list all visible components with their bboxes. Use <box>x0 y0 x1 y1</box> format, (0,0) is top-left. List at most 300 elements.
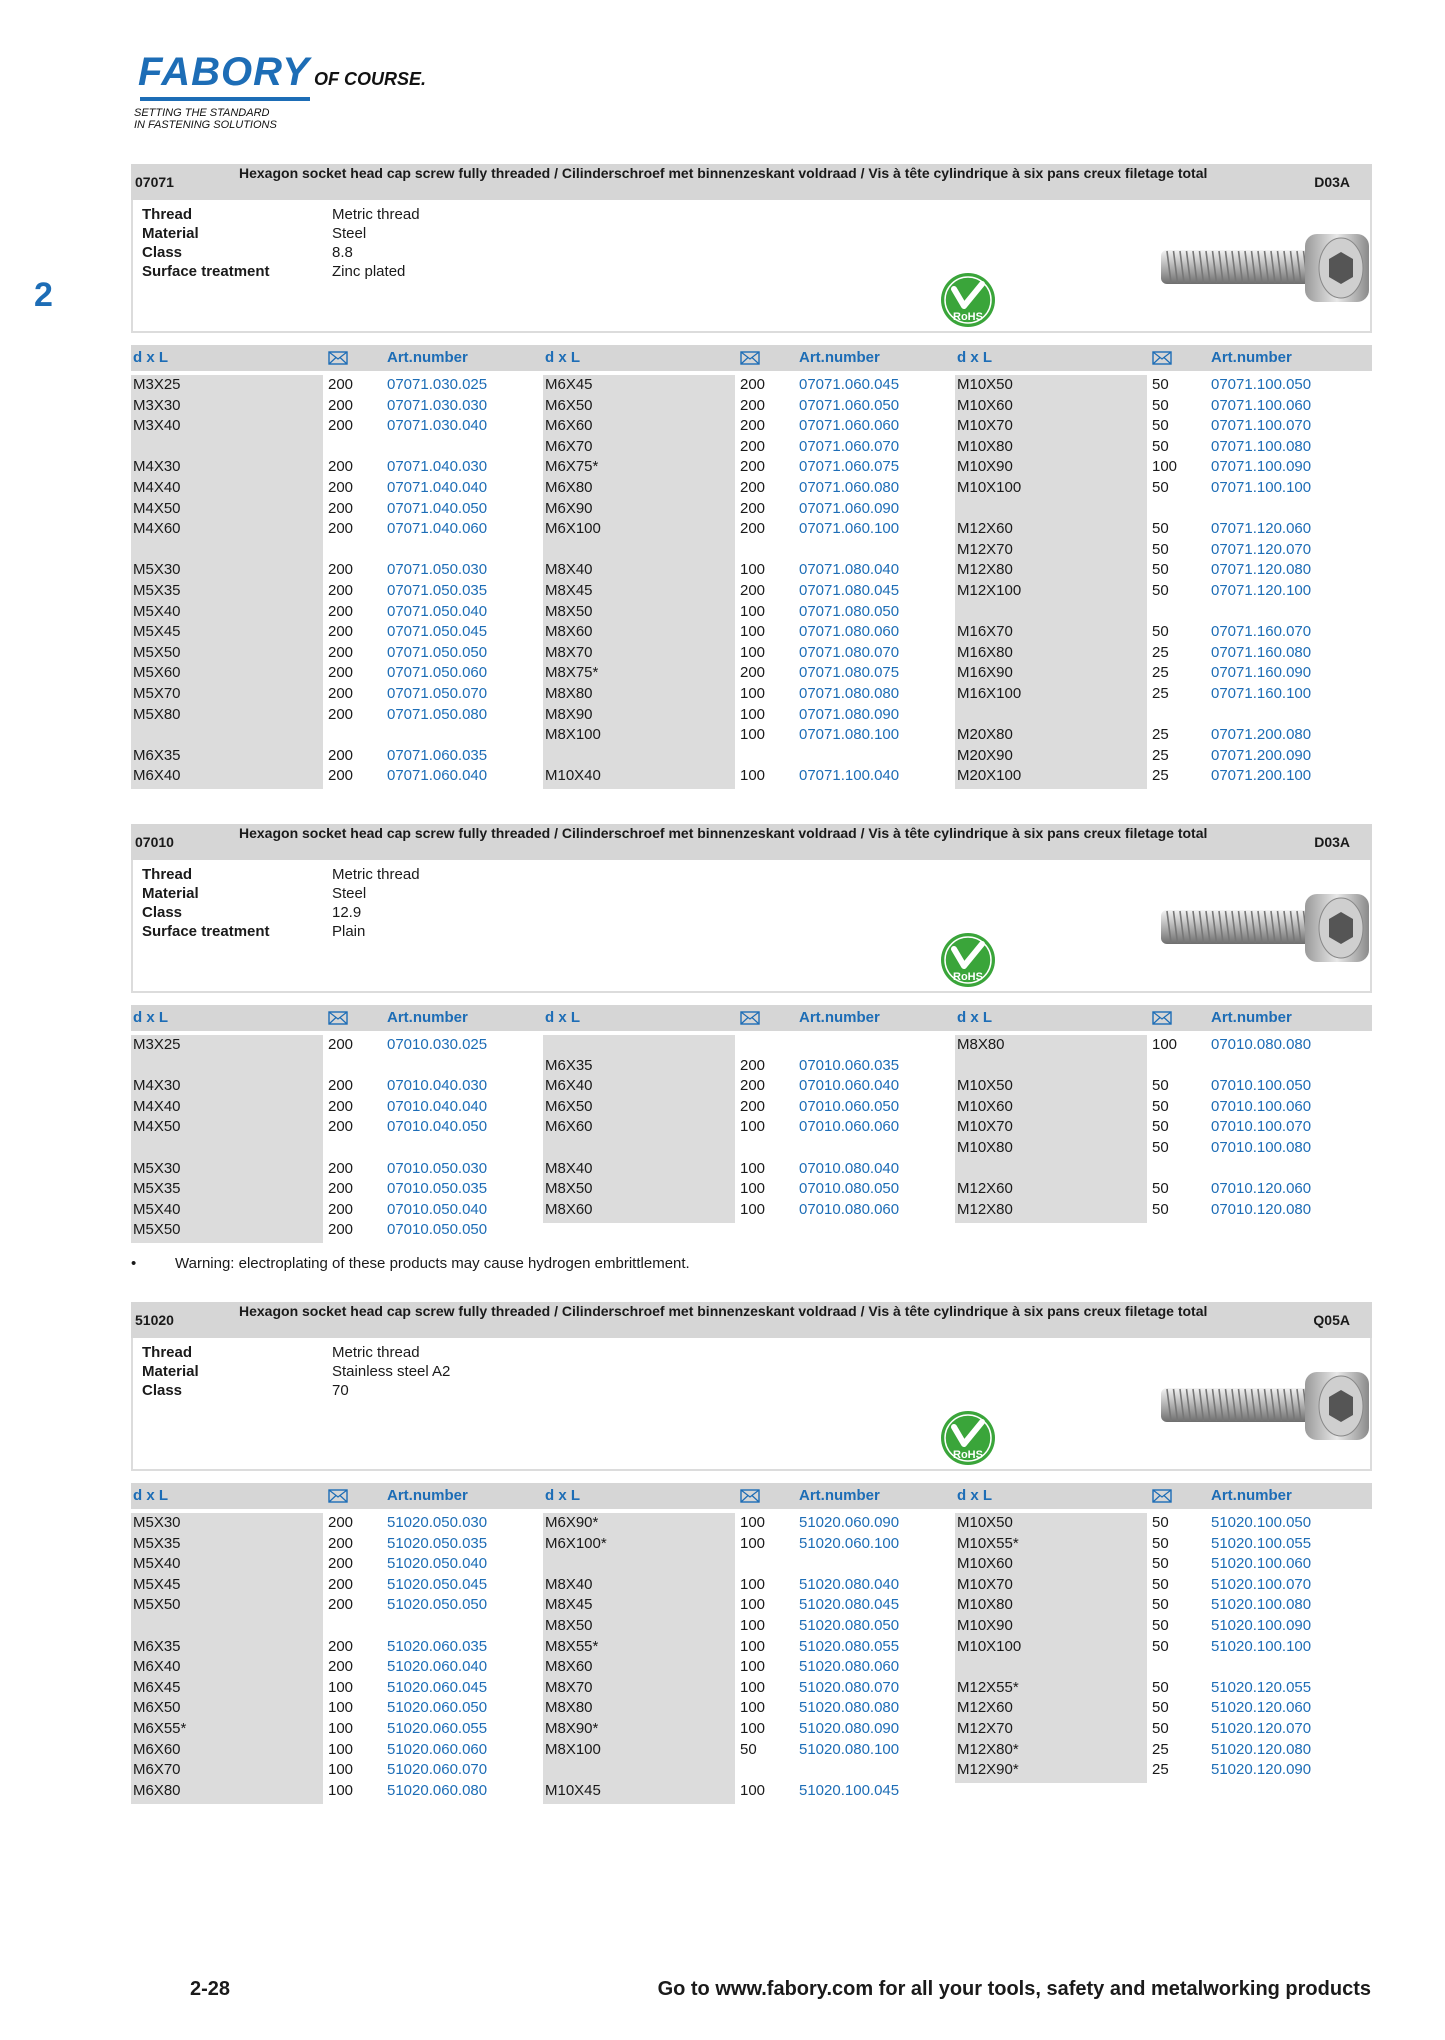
dimension-cell: M8X70 <box>545 643 593 661</box>
article-number-link[interactable]: 07071.080.090 <box>799 705 900 723</box>
quantity-cell: 100 <box>740 1118 766 1136</box>
quantity-cell: 50 <box>1152 1637 1169 1655</box>
dimension-cell: M8X70 <box>545 1678 593 1696</box>
quantity-cell: 200 <box>328 582 354 599</box>
article-number-link[interactable]: 51020.060.045 <box>387 1678 488 1696</box>
article-code: 51020 <box>135 1312 174 1328</box>
quantity-cell: 200 <box>328 602 354 620</box>
article-number-link[interactable]: 07010.100.070 <box>1211 1118 1312 1136</box>
article-number-link[interactable]: 51020.050.040 <box>387 1555 488 1573</box>
quantity-cell: 200 <box>740 417 766 435</box>
property-value: Plain <box>332 923 366 940</box>
article-number-link[interactable]: 07010.060.060 <box>799 1118 900 1136</box>
dimension-cell: M10X90 <box>957 458 1013 476</box>
article-number-link[interactable]: 07071.050.030 <box>387 561 488 579</box>
article-number-link[interactable]: 07071.050.070 <box>387 685 488 702</box>
article-number-link[interactable]: 51020.100.080 <box>1211 1596 1312 1614</box>
article-number-link[interactable]: 07071.030.040 <box>387 417 488 435</box>
logo-sub: OF COURSE. <box>313 69 426 89</box>
article-number-link[interactable]: 07071.160.080 <box>1211 643 1312 661</box>
dimension-cell: M20X80 <box>957 726 1013 744</box>
dimension-cell: M6X50 <box>133 1699 181 1717</box>
rohs-badge-icon <box>940 1410 996 1466</box>
article-number-link[interactable]: 51020.100.070 <box>1211 1575 1312 1593</box>
article-number-link[interactable]: 07071.100.050 <box>1211 376 1312 393</box>
quantity-cell: 100 <box>740 685 766 702</box>
article-number-link[interactable]: 07071.100.080 <box>1211 437 1312 455</box>
article-number-link[interactable]: 07010.050.040 <box>387 1200 488 1218</box>
article-number-link[interactable]: 07071.120.080 <box>1211 561 1312 579</box>
dimension-cell: M6X100* <box>545 1534 607 1552</box>
article-number-link[interactable]: 07071.120.070 <box>1211 540 1312 558</box>
dimension-cell: M12X60 <box>957 520 1013 538</box>
quantity-cell: 50 <box>1152 396 1169 414</box>
article-number-link[interactable]: 07071.080.060 <box>799 623 900 641</box>
article-number-link[interactable]: 07071.200.090 <box>1211 746 1312 764</box>
article-number-link[interactable]: 07010.120.080 <box>1211 1200 1312 1218</box>
quantity-cell: 50 <box>1152 1097 1169 1115</box>
quantity-cell: 25 <box>1152 643 1169 661</box>
header-art-number: Art.number <box>387 1487 468 1504</box>
article-number-link[interactable]: 07010.040.050 <box>387 1118 488 1136</box>
quantity-cell: 200 <box>328 746 354 764</box>
dimension-cell: M5X60 <box>133 664 181 682</box>
quantity-cell: 100 <box>740 1575 766 1593</box>
article-number-link[interactable]: 07071.100.100 <box>1211 479 1312 496</box>
product-section-07010 <box>131 824 1372 1245</box>
quantity-cell: 50 <box>1152 1555 1169 1573</box>
dimension-cell: M10X90 <box>957 1617 1013 1634</box>
article-number-link[interactable]: 51020.080.040 <box>799 1575 900 1593</box>
dimension-cell: M6X70 <box>133 1761 181 1779</box>
classification-code: Q05A <box>1313 1312 1350 1328</box>
quantity-cell: 200 <box>328 458 354 476</box>
article-number-link[interactable]: 51020.080.050 <box>799 1617 900 1634</box>
article-number-link[interactable]: 51020.100.050 <box>1211 1514 1312 1531</box>
quantity-cell: 200 <box>328 1555 354 1573</box>
article-number-link[interactable]: 07010.080.080 <box>1211 1036 1312 1053</box>
article-number-link[interactable]: 07071.050.040 <box>387 602 488 620</box>
property-value: Zinc plated <box>332 263 406 280</box>
quantity-cell: 100 <box>328 1720 354 1737</box>
article-number-link[interactable]: 07071.160.100 <box>1211 685 1312 702</box>
article-number-link[interactable]: 51020.060.060 <box>387 1740 488 1758</box>
property-key: Surface treatment <box>142 263 270 280</box>
dimension-cell: M3X30 <box>133 396 181 414</box>
dimension-cell: M8X60 <box>545 1200 593 1218</box>
chapter-number: 2 <box>34 276 53 314</box>
dimension-cell: M5X45 <box>133 1575 181 1593</box>
dimension-cell: M6X80 <box>545 479 593 496</box>
quantity-cell: 200 <box>740 1056 766 1074</box>
article-number-link[interactable]: 51020.080.090 <box>799 1720 900 1737</box>
article-number-link[interactable]: 51020.060.040 <box>387 1658 488 1676</box>
quantity-cell: 100 <box>328 1699 354 1717</box>
quantity-cell: 50 <box>1152 1180 1169 1198</box>
quantity-cell: 100 <box>740 643 766 661</box>
article-number-link[interactable]: 07071.060.080 <box>799 479 900 496</box>
properties-box <box>131 860 1372 993</box>
dimension-cell: M6X80 <box>133 1781 181 1799</box>
quantity-cell: 100 <box>740 1200 766 1218</box>
article-number-link[interactable]: 07010.100.050 <box>1211 1077 1312 1095</box>
dimension-cell: M10X100 <box>957 1637 1022 1655</box>
dimension-cell: M6X60 <box>545 417 593 435</box>
dimension-cell: M8X50 <box>545 1617 593 1634</box>
quantity-cell: 200 <box>328 643 354 661</box>
quantity-cell: 100 <box>740 623 766 641</box>
product-section-51020 <box>131 1302 1372 1806</box>
article-number-link[interactable]: 07010.040.030 <box>387 1077 488 1095</box>
quantity-cell: 200 <box>328 376 354 393</box>
dimension-cell: M10X80 <box>957 1596 1013 1614</box>
article-number-link[interactable]: 07071.060.045 <box>799 376 900 393</box>
dimension-cell: M20X90 <box>957 746 1013 764</box>
article-number-link[interactable]: 07071.040.030 <box>387 458 488 476</box>
dimension-cell: M8X55* <box>545 1637 599 1655</box>
quantity-cell: 200 <box>328 1200 354 1218</box>
quantity-cell: 50 <box>1152 1575 1169 1593</box>
package-quantity-icon <box>328 351 348 365</box>
quantity-cell: 25 <box>1152 1761 1169 1779</box>
article-number-link[interactable]: 07071.120.100 <box>1211 582 1312 599</box>
article-number-link[interactable]: 07010.030.025 <box>387 1036 488 1053</box>
svg-text:RoHS: RoHS <box>953 1449 983 1461</box>
property-key: Class <box>142 1382 183 1399</box>
dimension-cell: M10X50 <box>957 376 1013 393</box>
quantity-cell: 200 <box>328 623 354 641</box>
property-value: 12.9 <box>332 904 362 921</box>
article-number-link[interactable]: 07071.080.045 <box>799 582 900 599</box>
article-number-link[interactable]: 51020.060.090 <box>799 1514 900 1531</box>
article-number-link[interactable]: 51020.050.050 <box>387 1596 488 1614</box>
quantity-cell: 100 <box>328 1740 354 1758</box>
article-number-link[interactable]: 51020.080.045 <box>799 1596 900 1614</box>
article-number-link[interactable]: 07071.080.040 <box>799 561 900 579</box>
package-quantity-icon <box>1152 1489 1172 1503</box>
article-number-link[interactable]: 07071.060.075 <box>799 458 900 476</box>
header-dxl: d x L <box>545 1487 581 1504</box>
article-number-link[interactable]: 07010.060.050 <box>799 1097 900 1115</box>
dimension-cell: M4X60 <box>133 520 181 538</box>
article-number-link[interactable]: 07071.100.070 <box>1211 417 1312 435</box>
header-art-number: Art.number <box>799 1009 880 1026</box>
dimension-cell: M12X90* <box>957 1761 1019 1779</box>
article-number-link[interactable]: 07010.100.080 <box>1211 1139 1312 1156</box>
property-key: Thread <box>142 866 193 883</box>
dimension-cell: M5X35 <box>133 1534 181 1552</box>
quantity-cell: 50 <box>1152 1678 1169 1696</box>
quantity-cell: 50 <box>1152 437 1169 455</box>
article-number-link[interactable]: 07071.030.025 <box>387 376 488 393</box>
logo-name: FABORY <box>138 50 310 94</box>
dimension-cell: M10X60 <box>957 396 1013 414</box>
quantity-cell: 200 <box>328 1118 354 1136</box>
dimension-cell: M3X25 <box>133 1036 181 1053</box>
article-table <box>131 375 1372 791</box>
quantity-cell: 100 <box>1152 458 1178 476</box>
quantity-cell: 25 <box>1152 746 1169 764</box>
quantity-cell: 200 <box>328 1575 354 1593</box>
quantity-cell: 200 <box>328 767 354 785</box>
classification-code: D03A <box>1314 174 1350 190</box>
article-number-link[interactable]: 07010.050.030 <box>387 1159 488 1177</box>
header-art-number: Art.number <box>799 1487 880 1504</box>
property-value: Metric thread <box>332 1344 420 1361</box>
quantity-cell: 200 <box>328 1097 354 1115</box>
article-number-link[interactable]: 07010.060.035 <box>799 1056 900 1074</box>
article-number-link[interactable]: 07010.100.060 <box>1211 1097 1312 1115</box>
dimension-cell: M6X35 <box>545 1056 593 1074</box>
dimension-cell: M16X100 <box>957 685 1022 702</box>
article-number-link[interactable]: 51020.080.070 <box>799 1678 900 1696</box>
dimension-cell: M10X80 <box>957 437 1013 455</box>
article-number-link[interactable]: 07010.080.060 <box>799 1200 900 1218</box>
article-number-link[interactable]: 07071.080.080 <box>799 685 900 702</box>
quantity-cell: 50 <box>1152 376 1169 393</box>
article-number-link[interactable]: 07071.050.080 <box>387 705 488 723</box>
dimension-cell: M12X60 <box>957 1699 1013 1717</box>
article-number-link[interactable]: 51020.120.055 <box>1211 1678 1312 1696</box>
quantity-cell: 200 <box>328 479 354 496</box>
article-number-link[interactable]: 51020.100.055 <box>1211 1534 1312 1552</box>
article-number-link[interactable]: 07071.100.090 <box>1211 458 1312 476</box>
article-number-link[interactable]: 51020.120.070 <box>1211 1720 1312 1737</box>
dimension-cell: M6X35 <box>133 746 181 764</box>
header-art-number: Art.number <box>1211 1487 1292 1504</box>
dimension-cell: M5X50 <box>133 1221 181 1239</box>
header-dxl: d x L <box>545 349 581 366</box>
article-number-link[interactable]: 51020.100.060 <box>1211 1555 1312 1573</box>
quantity-cell: 200 <box>328 1534 354 1552</box>
header-art-number: Art.number <box>387 1009 468 1026</box>
article-number-link[interactable]: 07071.060.040 <box>387 767 488 785</box>
product-section-07071 <box>131 164 1372 791</box>
screw-image <box>1155 1366 1375 1446</box>
header-dxl: d x L <box>545 1009 581 1026</box>
quantity-cell: 100 <box>740 1596 766 1614</box>
dimension-cell: M6X50 <box>545 1097 593 1115</box>
dimension-cell: M8X40 <box>545 1575 593 1593</box>
article-number-link[interactable]: 07010.120.060 <box>1211 1180 1312 1198</box>
article-number-link[interactable]: 51020.120.090 <box>1211 1761 1312 1779</box>
header-dxl: d x L <box>957 1487 993 1504</box>
quantity-cell: 200 <box>328 1036 354 1053</box>
article-number-link[interactable]: 07010.050.035 <box>387 1180 488 1198</box>
article-number-link[interactable]: 51020.080.060 <box>799 1658 900 1676</box>
classification-code: D03A <box>1314 834 1350 850</box>
article-number-link[interactable]: 07071.160.070 <box>1211 623 1312 641</box>
dimension-cell: M5X45 <box>133 623 181 641</box>
article-number-link[interactable]: 07071.040.060 <box>387 520 488 538</box>
article-number-link[interactable]: 07071.030.030 <box>387 396 488 414</box>
article-number-link[interactable]: 07071.200.100 <box>1211 767 1312 785</box>
svg-text:RoHS: RoHS <box>953 311 983 323</box>
dimension-cell: M12X60 <box>957 1180 1013 1198</box>
dimension-cell: M4X50 <box>133 1118 181 1136</box>
quantity-cell: 200 <box>740 396 766 414</box>
article-number-link[interactable]: 07071.050.060 <box>387 664 488 682</box>
article-number-link[interactable]: 51020.060.070 <box>387 1761 488 1779</box>
property-key: Thread <box>142 206 193 223</box>
article-number-link[interactable]: 07071.060.070 <box>799 437 900 455</box>
property-key: Class <box>142 904 183 921</box>
article-number-link[interactable]: 51020.050.035 <box>387 1534 488 1552</box>
table-header <box>131 345 1372 371</box>
quantity-cell: 50 <box>1152 1118 1169 1136</box>
dimension-cell: M6X75* <box>545 458 599 476</box>
article-number-link[interactable]: 51020.060.050 <box>387 1699 488 1717</box>
quantity-cell: 200 <box>740 479 766 496</box>
article-number-link[interactable]: 07071.080.070 <box>799 643 900 661</box>
article-number-link[interactable]: 07071.080.100 <box>799 726 900 744</box>
article-number-link[interactable]: 07071.050.045 <box>387 623 488 641</box>
article-number-link[interactable]: 51020.060.080 <box>387 1781 488 1799</box>
article-number-link[interactable]: 07071.060.060 <box>799 417 900 435</box>
dimension-cell: M6X50 <box>545 396 593 414</box>
dimension-cell: M6X40 <box>545 1077 593 1095</box>
dimension-cell: M4X30 <box>133 1077 181 1095</box>
quantity-cell: 100 <box>328 1761 354 1779</box>
article-number-link[interactable]: 51020.060.055 <box>387 1720 488 1737</box>
dimension-cell: M5X70 <box>133 685 181 702</box>
article-number-link[interactable]: 07010.060.040 <box>799 1077 900 1095</box>
quantity-cell: 100 <box>740 602 766 620</box>
article-number-link[interactable]: 07071.060.050 <box>799 396 900 414</box>
footer-text: Go to www.fabory.com for all your tools, safety and metalworking products <box>657 1978 1371 2000</box>
header-art-number: Art.number <box>387 349 468 366</box>
article-number-link[interactable]: 51020.100.090 <box>1211 1617 1312 1634</box>
article-number-link[interactable]: 07071.080.075 <box>799 664 900 682</box>
dimension-cell: M5X80 <box>133 705 181 723</box>
article-number-link[interactable]: 51020.120.080 <box>1211 1740 1312 1758</box>
dimension-cell: M8X60 <box>545 1658 593 1676</box>
article-number-link[interactable]: 07071.050.035 <box>387 582 488 599</box>
quantity-cell: 100 <box>328 1678 354 1696</box>
dimension-cell: M6X70 <box>545 437 593 455</box>
dimension-cell: M12X55* <box>957 1678 1019 1696</box>
dimension-cell: M6X90* <box>545 1514 599 1531</box>
article-number-link[interactable]: 07010.080.040 <box>799 1159 900 1177</box>
article-number-link[interactable]: 07071.060.090 <box>799 499 900 517</box>
property-value: Steel <box>332 225 367 242</box>
quantity-cell: 100 <box>740 1514 766 1531</box>
article-number-link[interactable]: 51020.050.045 <box>387 1575 488 1593</box>
header-art-number: Art.number <box>1211 349 1292 366</box>
article-number-link[interactable]: 07071.160.090 <box>1211 664 1312 682</box>
dimension-cell: M3X25 <box>133 376 181 393</box>
quantity-cell: 100 <box>328 1781 354 1799</box>
dimension-cell: M5X50 <box>133 643 181 661</box>
header-art-number: Art.number <box>1211 1009 1292 1026</box>
article-number-link[interactable]: 51020.060.035 <box>387 1637 488 1655</box>
article-number-link[interactable]: 07071.200.080 <box>1211 726 1312 744</box>
dimension-cell: M5X50 <box>133 1596 181 1614</box>
header-dxl: d x L <box>133 1009 169 1026</box>
article-number-link[interactable]: 51020.120.060 <box>1211 1699 1312 1717</box>
quantity-cell: 100 <box>740 726 766 744</box>
article-number-link[interactable]: 07071.120.060 <box>1211 520 1312 538</box>
dimension-cell: M8X100 <box>545 726 601 744</box>
article-number-link[interactable]: 51020.080.080 <box>799 1699 900 1717</box>
page-number: 2-28 <box>190 1978 231 2000</box>
header-dxl: d x L <box>133 349 169 366</box>
article-number-link[interactable]: 07010.040.040 <box>387 1097 488 1115</box>
article-number-link[interactable]: 51020.080.055 <box>799 1637 900 1655</box>
article-number-link[interactable]: 51020.080.100 <box>799 1740 900 1758</box>
section-header <box>131 824 1372 860</box>
article-number-link[interactable]: 51020.050.030 <box>387 1514 488 1531</box>
quantity-cell: 25 <box>1152 767 1169 785</box>
dimension-cell: M10X70 <box>957 1575 1013 1593</box>
rohs-badge-icon <box>940 272 996 328</box>
quantity-cell: 50 <box>1152 520 1169 538</box>
article-number-link[interactable]: 07010.050.050 <box>387 1221 488 1239</box>
dimension-cell: M12X80 <box>957 1200 1013 1218</box>
article-number-link[interactable]: 51020.100.045 <box>799 1781 900 1799</box>
article-number-link[interactable]: 07071.100.040 <box>799 767 900 785</box>
quantity-cell: 200 <box>740 582 766 599</box>
dimension-cell: M6X55* <box>133 1720 187 1737</box>
dimension-cell: M10X50 <box>957 1077 1013 1095</box>
screw-image <box>1155 228 1375 308</box>
quantity-cell: 200 <box>328 1077 354 1095</box>
dimension-cell: M5X40 <box>133 602 181 620</box>
dimension-cell: M5X40 <box>133 1200 181 1218</box>
dimension-cell: M10X50 <box>957 1514 1013 1531</box>
quantity-cell: 25 <box>1152 664 1169 682</box>
article-number-link[interactable]: 07071.050.050 <box>387 643 488 661</box>
quantity-cell: 50 <box>1152 561 1169 579</box>
dimension-cell: M3X40 <box>133 417 181 435</box>
article-number-link[interactable]: 07071.060.035 <box>387 746 488 764</box>
dimension-cell: M12X100 <box>957 582 1022 599</box>
dimension-cell: M8X60 <box>545 623 593 641</box>
article-number-link[interactable]: 51020.060.100 <box>799 1534 900 1552</box>
product-title: Hexagon socket head cap screw fully threaded / Cilinderschroef met binnenzeskant voldraad / Vis à tête cylindrique à six pans creux filetage total <box>239 165 1208 181</box>
article-number-link[interactable]: 07071.060.100 <box>799 520 900 538</box>
product-title: Hexagon socket head cap screw fully threaded / Cilinderschroef met binnenzeskant voldraad / Vis à tête cylindrique à six pans creux filetage total <box>239 825 1208 841</box>
article-number-link[interactable]: 07071.080.050 <box>799 602 900 620</box>
article-number-link[interactable]: 07071.040.040 <box>387 479 488 496</box>
dimension-cell: M8X40 <box>545 561 593 579</box>
quantity-cell: 200 <box>740 437 766 455</box>
article-number-link[interactable]: 07071.100.060 <box>1211 396 1312 414</box>
dimension-cell: M8X45 <box>545 1596 593 1614</box>
dimension-cell: M5X35 <box>133 582 181 599</box>
product-title: Hexagon socket head cap screw fully threaded / Cilinderschroef met binnenzeskant voldraad / Vis à tête cylindrique à six pans creux filetage total <box>239 1303 1208 1319</box>
dimension-cell: M10X40 <box>545 767 601 785</box>
article-number-link[interactable]: 07071.040.050 <box>387 499 488 517</box>
quantity-cell: 200 <box>328 1221 354 1239</box>
quantity-cell: 50 <box>1152 1139 1169 1156</box>
quantity-cell: 50 <box>1152 1720 1169 1737</box>
article-number-link[interactable]: 51020.100.100 <box>1211 1637 1312 1655</box>
property-key: Thread <box>142 1344 193 1361</box>
dimension-cell: M10X80 <box>957 1139 1013 1156</box>
quantity-cell: 200 <box>328 685 354 702</box>
dimension-cell: M16X90 <box>957 664 1013 682</box>
dimension-cell: M12X70 <box>957 540 1013 558</box>
quantity-cell: 25 <box>1152 726 1169 744</box>
quantity-cell: 200 <box>740 499 766 517</box>
dimension-cell: M8X50 <box>545 1180 593 1198</box>
quantity-cell: 200 <box>740 458 766 476</box>
article-number-link[interactable]: 07010.080.050 <box>799 1180 900 1198</box>
quantity-cell: 50 <box>1152 1617 1169 1634</box>
dimension-cell: M6X60 <box>133 1740 181 1758</box>
quantity-cell: 200 <box>328 664 354 682</box>
